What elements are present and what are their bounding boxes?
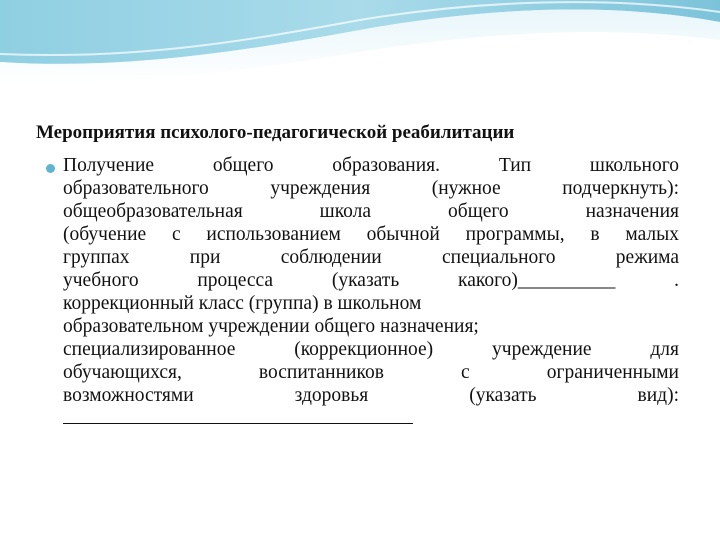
body-text — [63, 154, 679, 424]
text-line: возможностями здоровья (указать вид): — [63, 385, 679, 406]
text-line: общеобразовательная школа общего назначения — [63, 201, 679, 222]
text-line: образовательном учреждении общего назначения; — [63, 316, 479, 337]
decorative-header-wave — [0, 0, 720, 100]
text-line: (обучение с использованием обычной программы, в малых — [63, 224, 679, 245]
text-line: группах при соблюдении специального режима — [63, 247, 679, 268]
text-line: учебного процесса (указать какого)__________ . — [63, 270, 679, 291]
text-line: коррекционный класс (группа) в школьном — [63, 293, 422, 314]
text-line: обучающихся, воспитанников с ограниченными — [63, 362, 679, 383]
slide-title: Мероприятия психолого-педагогической реабилитации — [36, 122, 515, 143]
text-line: специализированное (коррекционное) учреждение для — [63, 339, 679, 360]
text-line: Получение общего образования. Тип школьного — [63, 155, 679, 176]
text-line: образовательного учреждения (нужное подчеркнуть): — [63, 178, 679, 199]
bullet-icon — [46, 164, 55, 173]
